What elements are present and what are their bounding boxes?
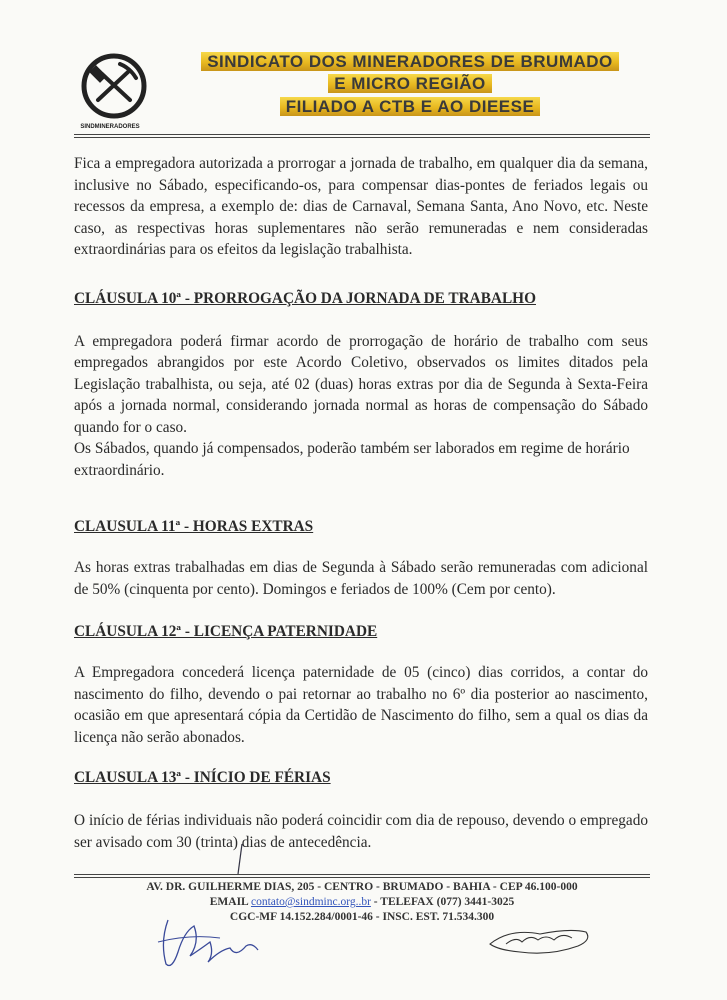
footer-registration: CGC-MF 14.152.284/0001-46 - INSC. EST. 71.534.300 <box>229 911 495 923</box>
signature-left-icon <box>150 912 270 974</box>
footer-address: AV. DR. GUILHERME DIAS, 205 - CENTRO - BRUMADO - BAHIA - CEP 46.100-000 <box>146 881 578 893</box>
clause-10-paragraph-2: Os Sábados, quando já compensados, poderão também ser laborados em regime de horário extraordinário. <box>74 440 630 479</box>
clause-11-paragraph-1: As horas extras trabalhadas em dias de Segunda à Sábado serão remuneradas com adicional de 50% (cinquenta por cento). Domingos e feriados de 100% (Cem por cento). <box>74 559 648 598</box>
pickaxe-icon <box>92 64 136 100</box>
document-body <box>74 153 648 853</box>
signature-right-icon <box>480 918 600 962</box>
intro-paragraph: Fica a empregadora autorizada a prorrogar a jornada de trabalho, em qualquer dia da semana, inclusive no Sábado, especificando-os, para compensar dias-pontes de feriados legais ou recessos da empresa, a exemplo de: dias de Carnaval, Semana Santa, Ano Novo, etc. Neste caso, as respectivas horas suplementares não serão remuneradas e nem consideradas extraordinárias para os efeitos da legislação trabalhista. <box>74 155 648 258</box>
clause-13-paragraph-1: O início de férias individuais não poderá coincidir com dia de repouso, devendo o empregado ser avisado com 30 (trinta) dias de antecedência. <box>74 812 648 851</box>
banner-line-2: E MICRO REGIÃO <box>328 74 492 93</box>
clause-13-title: CLAUSULA 13ª - INÍCIO DE FÉRIAS <box>74 769 331 786</box>
footer-divider <box>74 874 650 875</box>
clause-12-paragraph-1: A Empregadora concederá licença paternidade de 05 (cinco) dias corridos, a contar do nascimento do filho, devendo o pai retornar ao trabalho no 6º dia posterior ao nascimento, ocasião em que apresentará cópia da Certidão de Nascimento do filho, sem a qual os dias da licença não serão abonados. <box>74 664 648 746</box>
clause-12-title: CLÁUSULA 12ª - LICENÇA PATERNIDADE <box>74 623 378 640</box>
banner-line-1: SINDICATO DOS MINERADORES DE BRUMADO <box>201 52 619 71</box>
phone: - TELEFAX (077) 3441-3025 <box>373 896 515 908</box>
footer-contact <box>74 895 650 910</box>
header-divider <box>74 134 650 135</box>
footer-divider-secondary <box>74 877 650 878</box>
email-link[interactable]: contato@sindminc.org..br <box>250 896 371 908</box>
email-label: EMAIL <box>209 896 249 908</box>
union-logo-icon <box>74 50 154 134</box>
banner-line-3: FILIADO A CTB E AO DIEESE <box>280 97 541 116</box>
header-divider-secondary <box>74 137 650 138</box>
clause-11-title: CLAUSULA 11ª - HORAS EXTRAS <box>74 518 314 535</box>
clause-10-paragraph-1: A empregadora poderá firmar acordo de prorrogação de horário de trabalho com seus empregados abrangidos por este Acordo Coletivo, observados os limites ditados pela Legislação trabalhista, ou seja, até 02 (duas) horas extras por dia de Segunda à Sexta-Feira após a jornada normal, considerando jornada normal as horas de compensação do Sábado quando for o caso. <box>74 332 648 436</box>
clause-10-title: CLÁUSULA 10ª - PRORROGAÇÃO DA JORNADA DE TRABALHO <box>74 289 536 307</box>
logo-caption: SINDMINERADORES <box>80 124 140 130</box>
pen-mark-icon <box>232 842 246 876</box>
header-banner <box>160 50 660 134</box>
